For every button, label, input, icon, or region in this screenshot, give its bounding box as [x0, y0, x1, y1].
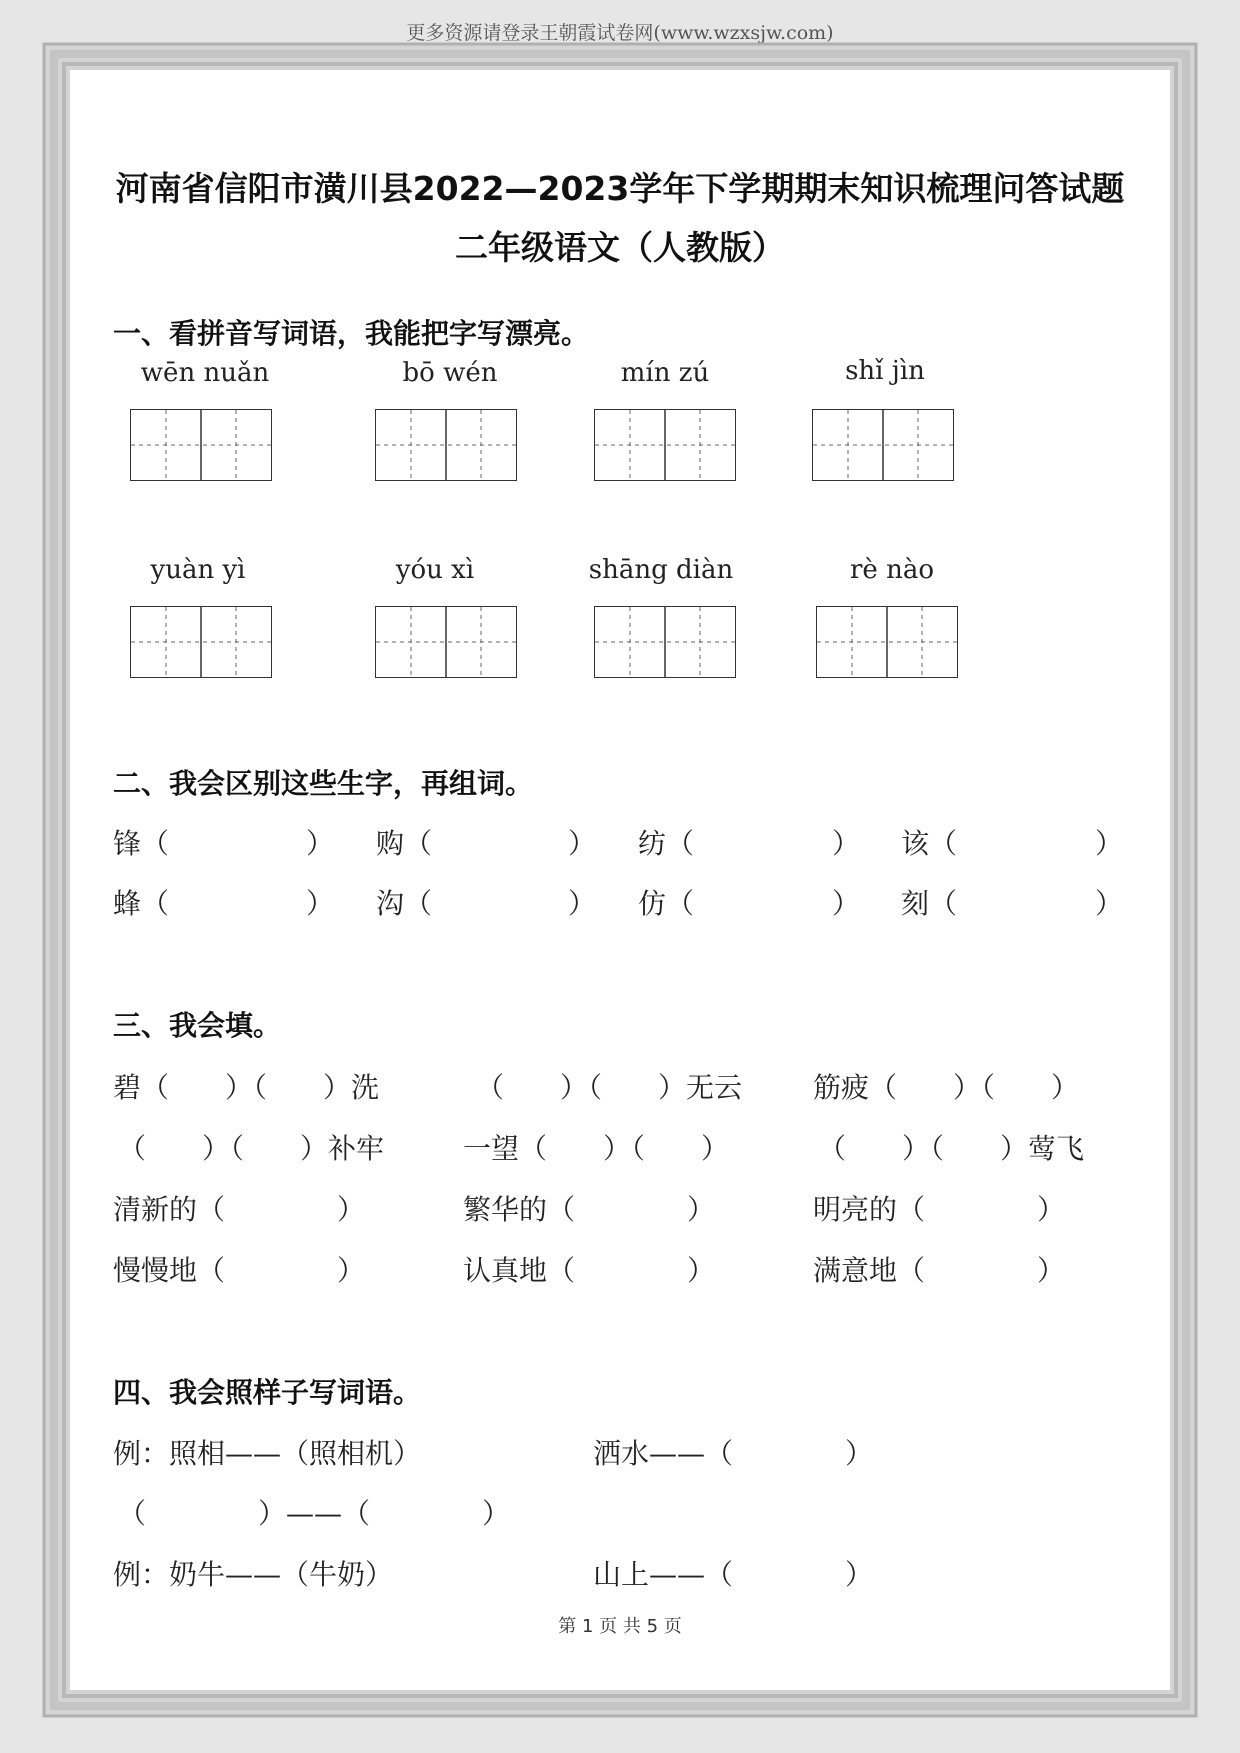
fill-item: （ ）（ ）无云: [476, 1071, 743, 1104]
writing-grid[interactable]: [375, 606, 517, 678]
writing-grid[interactable]: [130, 409, 272, 481]
word-item: 该（: [901, 827, 958, 860]
word-item: 刻（: [901, 887, 958, 920]
pinyin-label: wēn nuǎn: [140, 358, 270, 388]
bracket-close: ）: [1095, 827, 1124, 860]
bracket-close: ）: [306, 887, 335, 920]
section-4-title: 四、我会照样子写词语。: [113, 1376, 422, 1409]
section-3-title: 三、我会填。: [113, 1009, 282, 1042]
pinyin-label: yóu xì: [395, 555, 475, 585]
fill-item: 清新的（ ）: [113, 1193, 366, 1226]
fill-item: 筋疲（ ）（ ）: [813, 1071, 1080, 1104]
word-item: 蜂（: [113, 887, 170, 920]
fill-item: 认真地（ ）: [463, 1254, 716, 1287]
word-item: 购（: [376, 827, 433, 860]
example-line: 例：奶牛——（牛奶）: [113, 1558, 394, 1591]
exercise-line: （ ）——（ ）: [118, 1497, 511, 1530]
pinyin-label: yuàn yì: [150, 555, 246, 585]
bracket-close: ）: [568, 887, 597, 920]
page-number: 第 1 页 共 5 页: [558, 1616, 682, 1637]
section-1-title: 一、看拼音写词语，我能把字写漂亮。: [113, 317, 590, 350]
fill-item: 明亮的（ ）: [813, 1193, 1066, 1226]
fill-item: 一望（ ）（ ）: [463, 1132, 730, 1165]
pinyin-label: rè nào: [850, 555, 934, 585]
word-item: 纺（: [638, 827, 695, 860]
exercise-line: 洒水——（ ）: [593, 1437, 874, 1470]
bracket-close: ）: [568, 827, 597, 860]
fill-item: 繁华的（ ）: [463, 1193, 716, 1226]
pinyin-label: bō wén: [402, 358, 498, 388]
example-line: 例：照相——（照相机）: [113, 1437, 422, 1470]
fill-item: （ ）（ ）莺飞: [818, 1132, 1085, 1165]
page-subtitle: 二年级语文（人教版）: [455, 228, 785, 267]
writing-grid[interactable]: [375, 409, 517, 481]
writing-grid[interactable]: [816, 606, 958, 678]
pinyin-label: shāng diàn: [588, 555, 734, 585]
section-2-title: 二、我会区别这些生字，再组词。: [113, 767, 534, 800]
bracket-close: ）: [306, 827, 335, 860]
fill-item: （ ）（ ）补牢: [118, 1132, 385, 1165]
word-item: 沟（: [376, 887, 433, 920]
bracket-close: ）: [1095, 887, 1124, 920]
page-title: 河南省信阳市潢川县2022—2023学年下学期期末知识梳理问答试题: [115, 169, 1125, 208]
writing-grid[interactable]: [594, 409, 736, 481]
pinyin-label: mín zú: [620, 358, 710, 388]
writing-grid[interactable]: [130, 606, 272, 678]
bracket-close: ）: [832, 887, 861, 920]
exercise-line: 山上——（ ）: [593, 1558, 874, 1591]
word-item: 锋（: [113, 827, 170, 860]
header-note: 更多资源请登录王朝霞试卷网(www.wzxsjw.com): [406, 22, 834, 44]
bracket-close: ）: [832, 827, 861, 860]
pinyin-label: shǐ jìn: [845, 356, 925, 386]
fill-item: 满意地（ ）: [813, 1254, 1066, 1287]
writing-grid[interactable]: [812, 409, 954, 481]
word-item: 仿（: [638, 887, 695, 920]
writing-grid[interactable]: [594, 606, 736, 678]
fill-item: 慢慢地（ ）: [113, 1254, 366, 1287]
fill-item: 碧（ ）（ ）洗: [113, 1071, 380, 1104]
